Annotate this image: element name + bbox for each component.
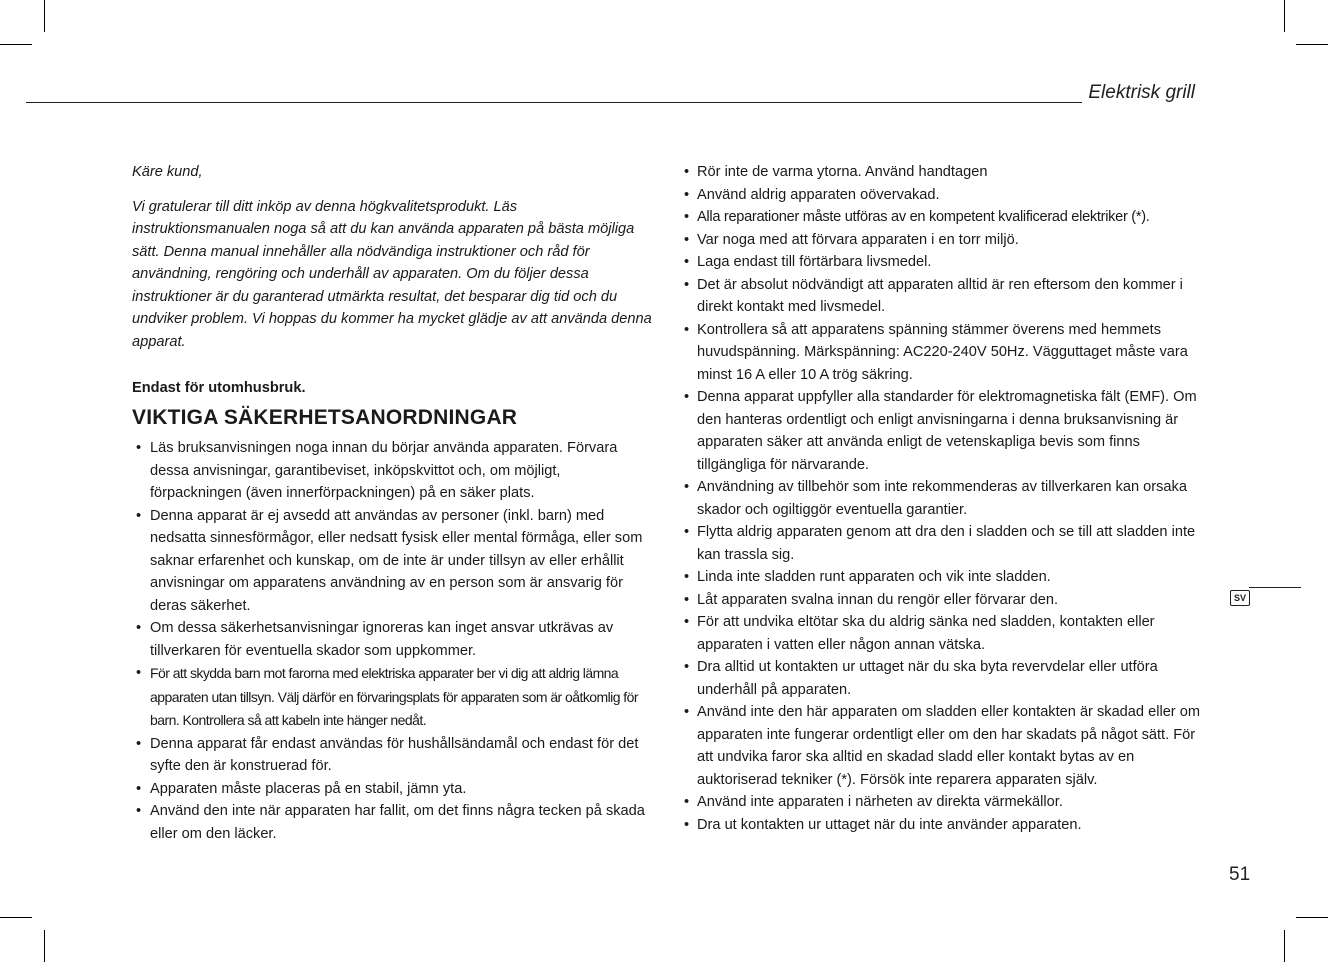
bullet-icon: • — [136, 507, 142, 524]
bullet-icon: • — [684, 254, 690, 270]
bullet-icon: • — [684, 569, 690, 585]
crop-mark — [0, 917, 32, 918]
list-item: • Kontrollera så att apparatens spänning stämmer överens med hemmets huvudspänning. Märkspänning: AC220-240V 50Hz. Vägguttaget måste vara minst 16 A eller 10 A trög säkring. — [680, 319, 1200, 387]
list-item: • Var noga med att förvara apparaten i en torr miljö. — [680, 229, 1200, 252]
crop-mark — [44, 0, 45, 32]
bullet-icon: • — [136, 735, 142, 752]
page-header-title: Elektrisk grill — [1088, 82, 1195, 103]
list-item: • Det är absolut nödvändigt att apparaten alltid är ren eftersom den kommer i direkt kontakt med livsmedel. — [680, 274, 1200, 319]
crop-mark — [0, 44, 32, 45]
page-number: 51 — [1229, 864, 1251, 885]
salutation: Käre kund, — [132, 164, 203, 180]
intro-paragraph: Vi gratulerar till ditt inköp av denna högkvalitetsprodukt. Läs instruktionsmanualen noga så att du kan använda apparaten på bästa möjliga sätt. Denna manual innehåller alla nödvändiga instruktioner och råd för användning, rengöring och underhåll av apparaten. Om du följer dessa instruktioner är du garanterad utmärkta resultat, det besparar dig tid och du undviker problem. Vi hoppas du kommer ha mycket glädje av att använda denna apparat. — [132, 198, 652, 350]
bullet-icon: • — [684, 479, 690, 495]
bullet-icon: • — [684, 816, 690, 833]
header-rule — [26, 102, 1082, 103]
list-item: • Denna apparat får endast användas för hushållsändamål och endast för det syfte den är konstruerad för. — [132, 733, 652, 778]
list-item: • Denna apparat uppfyller alla standarder för elektromagnetiska fält (EMF). Om den hanteras ordentligt och enligt anvisningarna i denna bruksanvisning är apparaten säker att använda enligt de vetenskapliga bevis som finns tillgängliga för närvarande. — [680, 386, 1200, 476]
left-column — [132, 161, 652, 845]
bullet-icon: • — [684, 209, 690, 225]
outdoor-use-note: Endast för utomhusbruk. — [132, 380, 306, 396]
bullet-icon: • — [684, 614, 690, 630]
list-item: • För att undvika eltötar ska du aldrig sänka ned sladden, kontakten eller apparaten i vatten eller någon annan vätska. — [680, 611, 1200, 656]
bullet-icon: • — [684, 231, 690, 248]
bullet-icon: • — [136, 803, 142, 819]
list-item: • Alla reparationer måste utföras av en kompetent kvalificerad elektriker (*). — [680, 206, 1200, 229]
list-item: • Om dessa säkerhetsanvisningar ignoreras kan inget ansvar utkrävas av tillverkaren för eventuella skador som uppkommer. — [132, 617, 652, 662]
right-column — [680, 161, 1200, 836]
bullet-icon: • — [684, 276, 690, 293]
language-badge: SV — [1230, 590, 1250, 606]
bullet-icon: • — [684, 794, 690, 810]
crop-mark — [1296, 917, 1328, 918]
list-item: • Användning av tillbehör som inte rekommenderas av tillverkaren kan orsaka skador och ogiltiggör eventuella garantier. — [680, 476, 1200, 521]
bullet-icon: • — [136, 665, 142, 681]
crop-mark — [44, 930, 45, 962]
list-item: • Läs bruksanvisningen noga innan du börjar använda apparaten. Förvara dessa anvisningar, garantibeviset, inköpskvittot och, om möjligt, förpackningen (även innerförpackningen) på en säker plats. — [132, 437, 652, 505]
list-item: • Använd inte den här apparaten om sladden eller kontakten är skadad eller om apparaten inte fungerar ordentligt eller om den har skadats på något sätt. För att undvika faror ska alltid en skadad sladd eller kontakt bytas av en auktoriserad tekniker (*). Försök inte reparera apparaten själv. — [680, 701, 1200, 791]
crop-mark — [1284, 0, 1285, 32]
list-item: • Dra alltid ut kontakten ur uttaget när du ska byta revervdelar eller utföra underhåll på apparaten. — [680, 656, 1200, 701]
list-item: • För att skydda barn mot farorna med elektriska apparater ber vi dig att aldrig lämna apparaten utan tillsyn. Välj därför en förvaringsplats för apparaten som är oåtkomlig för barn. Kontrollera så att kabeln inte hänger nedåt. — [132, 662, 652, 733]
list-item: • Använd aldrig apparaten oövervakad. — [680, 184, 1200, 207]
list-item: • Denna apparat är ej avsedd att användas av personer (inkl. barn) med nedsatta sinnesförmågor, eller nedsatt fysisk eller mental förmåga, eller som saknar erfarenhet och kunskap, om de inte är under tillsyn av eller erhållit anvisningar om apparatens användning av en person som är ansvarig för deras säkerhet. — [132, 505, 652, 618]
bullet-icon: • — [684, 591, 690, 608]
crop-mark — [1296, 44, 1328, 45]
bullet-icon: • — [684, 659, 690, 675]
language-tab-rule — [1249, 587, 1301, 588]
bullet-icon: • — [684, 389, 690, 405]
section-heading: VIKTIGA SÄKERHETSANORDNINGAR — [132, 406, 518, 429]
crop-mark — [1284, 930, 1285, 962]
bullet-icon: • — [136, 440, 142, 456]
bullet-icon: • — [136, 620, 142, 636]
list-item: • Dra ut kontakten ur uttaget när du inte använder apparaten. — [680, 814, 1200, 837]
bullet-icon: • — [136, 780, 142, 797]
list-item: • Linda inte sladden runt apparaten och vik inte sladden. — [680, 566, 1200, 589]
bullet-icon: • — [684, 524, 690, 540]
list-item: • Låt apparaten svalna innan du rengör eller förvarar den. — [680, 589, 1200, 612]
list-item: • Apparaten måste placeras på en stabil, jämn yta. — [132, 778, 652, 801]
list-item: • Rör inte de varma ytorna. Använd handtagen — [680, 161, 1200, 184]
list-item: • Flytta aldrig apparaten genom att dra den i sladden och se till att sladden inte kan trassla sig. — [680, 521, 1200, 566]
safety-list-left — [132, 437, 652, 845]
bullet-icon: • — [684, 186, 690, 203]
bullet-icon: • — [684, 164, 690, 180]
list-item: • Använd den inte när apparaten har fallit, om det finns några tecken på skada eller om den läcker. — [132, 800, 652, 845]
list-item: • Laga endast till förtärbara livsmedel. — [680, 251, 1200, 274]
list-item: • Använd inte apparaten i närheten av direkta värmekällor. — [680, 791, 1200, 814]
safety-list-right — [680, 161, 1200, 836]
bullet-icon: • — [684, 321, 690, 338]
bullet-icon: • — [684, 704, 690, 720]
